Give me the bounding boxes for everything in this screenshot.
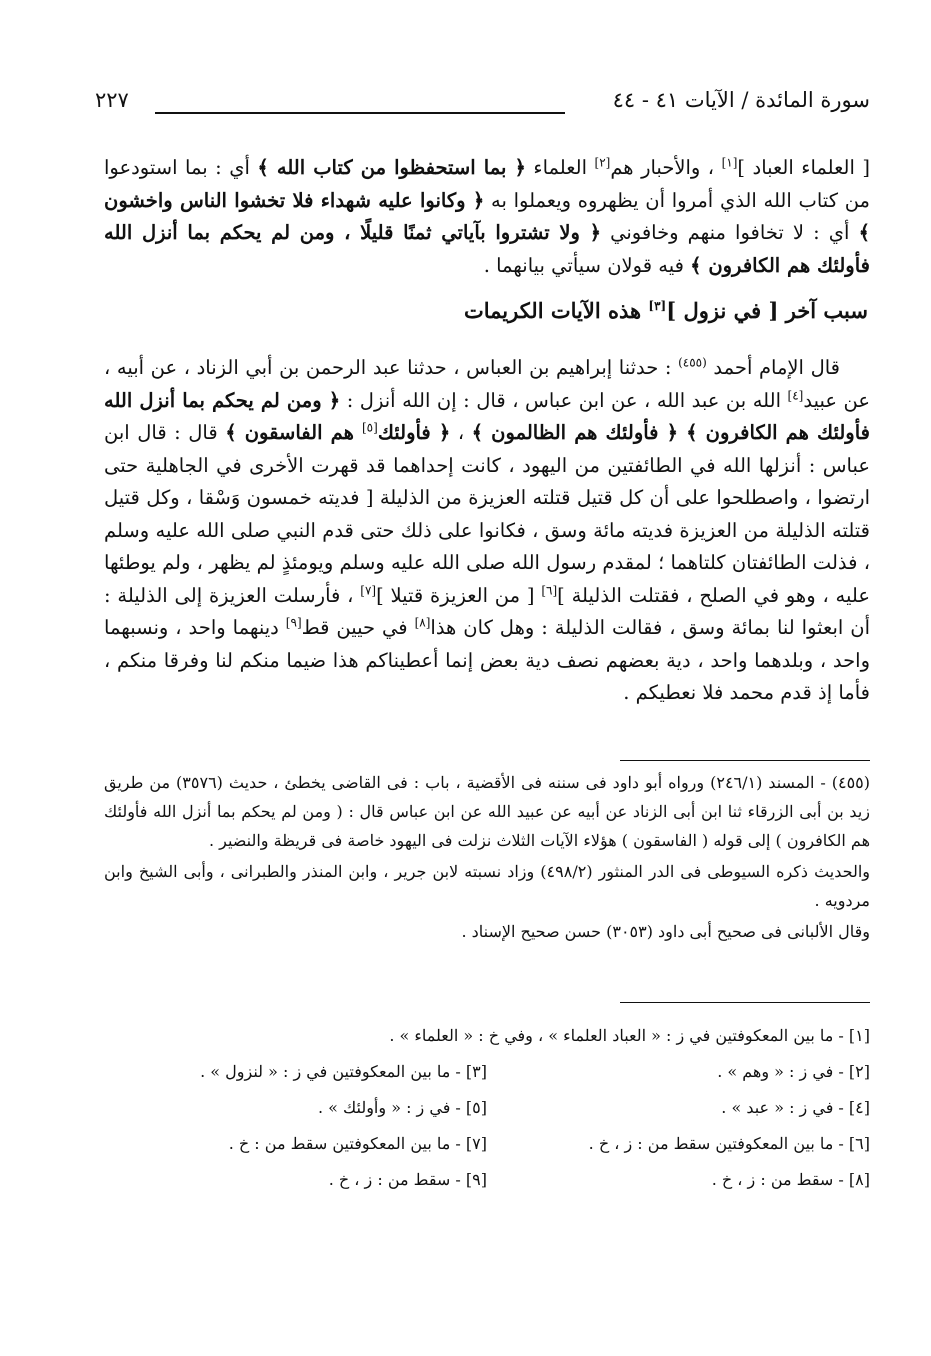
- variant-note-3: [٣] - ما بين المعكوفتين في ز : « لنزول » .: [200, 1062, 487, 1081]
- variant-note-8: [٨] - سقط من : ز ، خ .: [711, 1170, 870, 1189]
- references-divider: [620, 760, 870, 761]
- variant-note-1: [١] - ما بين المعكوفتين في ز : « العباد العلماء » ، وفي خ : « العلماء » .: [389, 1026, 870, 1045]
- footnote-mark-4: [٤]: [787, 388, 804, 402]
- footnote-mark-1: [١]: [721, 155, 738, 170]
- reference-note-3: وقال الألبانى فى صحيح أبى داود (٣٠٥٣) حسن صحيح الإسناد .: [461, 922, 870, 941]
- main-text-3: الله بن عبد الله ، عن ابن عباس ، قال : إن الله أنزل :: [340, 388, 788, 412]
- running-header: [95, 88, 870, 124]
- variant-note-7: [٧] - ما بين المعكوفتين سقط من : خ .: [228, 1134, 487, 1153]
- footnote-mark-5: [٥]: [361, 420, 378, 435]
- variant-note-4: [٤] - في ز : « عبد » .: [721, 1098, 870, 1117]
- reference-notes: [104, 768, 870, 946]
- intro-text-1: [ العلماء العباد ]: [737, 156, 870, 179]
- footnote-mark-7: [٧]: [360, 583, 377, 597]
- main-text-7: ، فأرسلت العزيزة إلى الذليلة : أن ابعثوا لنا بمائة وسق ، فقالت الذليلة : وهل كان هذا: [104, 583, 870, 639]
- variant-note-6: [٦] - ما بين المعكوفتين سقط من : ز ، خ .: [588, 1134, 870, 1153]
- main-text-5: قال : قال ابن عباس : أنزلها الله في الطائفتين من اليهود ، كانت إحداهما قد قهرت الأخرى في الجاهلية حتى ارتضوا ، واصطلحوا على أن كل قتيل قتلته العزيزة من الذليلة [ فديته خمسون وَسْقا ، وكل قتيل قتلته الذليلة من العزيزة فديته مائة وسق ، فكانوا على ذلك حتى قدم النبي صلى الله عليه وسلم ، فذلت الطائفتان كلتاهما ؛ لمقدم رسول الله صلى الله عليه وسلم ويومئذٍ لم يظهر ، ولم يوطئها عليه ، وهو في الصلح ، فقتلت الذليلة ]: [104, 421, 870, 607]
- footnote-mark-3: [٣]: [648, 299, 667, 313]
- intro-text: [104, 152, 870, 282]
- variant-notes: [104, 1018, 870, 1198]
- quran-quote-4: ﴿ ومن لم يحكم بما أنزل الله فأولئك هم الكافرون ﴾ ﴿ فأولئك هم الظالمون ﴾: [104, 388, 870, 444]
- variant-row: [104, 1090, 870, 1126]
- intro-paragraph: [104, 152, 870, 282]
- variants-divider: [620, 1002, 870, 1003]
- intro-text-5: أي : لا تخافوا منهم وخافوني: [601, 221, 859, 244]
- heading-text-1: سبب آخر [ في نزول ]: [666, 298, 868, 323]
- reference-note-2: والحديث ذكره السيوطى فى الدر المنثور (٤٩٨/٢) وزاد نسبته لابن جرير ، وابن المنذر والطبرانى ، وأبى الشيخ وابن مردويه .: [104, 862, 871, 910]
- reference-note-1: (٤٥٥) - المسند (٢٤٦/١) ورواه أبو داود فى سننه فى الأقضية ، باب : فى القاضى يخطئ ، حديث (٣٥٧٦) من طريق زيد بن أبى الزرقاء ثنا ابن أبى الزناد عن أبيه عن عبيد الله عن ابن عباس قال : ( ومن لم يحكم بما أنزل الله فأولئك هم الكافرون ) إلى قوله ( الفاسقون ) هؤلاء الآيات الثلاث نزلت فى اليهود خاصة فى قريظة والنضير .: [104, 773, 871, 850]
- intro-text-6: فيه قولان سيأتي بيانهما .: [483, 253, 691, 277]
- quran-quote-5b: هم الفاسقون ﴾: [225, 421, 362, 444]
- reference-mark-455: (٤٥٥): [678, 355, 707, 370]
- footnote-mark-9: [٩]: [285, 615, 302, 630]
- header-rule: [155, 112, 565, 114]
- quran-quote-5a: ﴿ فأولئك: [377, 421, 451, 444]
- main-text-6: [ من العزيزة قتيلا ]: [376, 583, 542, 607]
- footnote-mark-8: [٨]: [414, 615, 431, 630]
- quran-quote-1: ﴿ بما استحفظوا من كتاب الله ﴾: [257, 156, 526, 179]
- main-text-8: في حيين قط: [301, 616, 415, 639]
- quran-quote-2: ﴿ وكانوا عليه شهداء فلا تخشوا الناس واخشون ﴾: [104, 188, 870, 244]
- variant-row: [104, 1018, 870, 1054]
- intro-text-3: العلماء: [525, 156, 595, 179]
- main-text-1: قال الإمام أحمد: [706, 356, 840, 379]
- variant-row: [104, 1126, 870, 1162]
- variant-note-5: [٥] - في ز : « وأولئك » .: [317, 1098, 487, 1117]
- intro-text-2: ، والأحبار هم: [610, 156, 722, 179]
- intro-text-4: أي : بما استودعوا من كتاب الله الذي أمروا أن يظهروه ويعملوا به: [104, 156, 870, 212]
- variant-note-2: [٢] - في ز : « وهم » .: [717, 1062, 870, 1081]
- footnote-mark-2: [٢]: [594, 155, 611, 170]
- main-text-9: دينهما واحد ، ونسبهما واحد ، وبلدهما واحد ، دية بعضهم نصف دية بعض إنما أعطيناكم هذا ضيما منكم لنا وفرقا منكم ، فأما إذ قدم محمد فلا نعطيكم .: [104, 616, 870, 704]
- section-heading: [104, 298, 868, 323]
- main-text-4: ،: [450, 421, 472, 444]
- surah-title: سورة المائدة / الآيات ٤١ - ٤٤: [612, 88, 870, 112]
- heading-text-2: هذه الآيات الكريمات: [463, 298, 649, 323]
- main-paragraph: [104, 352, 870, 710]
- variant-row: [104, 1054, 870, 1090]
- main-text: [104, 352, 870, 710]
- footnote-mark-6: [٦]: [541, 583, 558, 597]
- variant-row: [104, 1162, 870, 1198]
- main-text-2: : حدثنا إبراهيم بن العباس ، حدثنا عبد الرحمن بن أبي الزناد ، عن أبيه ، عن عبيد: [104, 356, 870, 412]
- quran-quote-3: ﴿ ولا تشتروا بآياتي ثمنًا قليلًا ، ومن لم يحكم بما أنزل الله فأولئك هم الكافرون ﴾: [104, 221, 870, 277]
- variant-note-9: [٩] - سقط من : ز ، خ .: [328, 1170, 487, 1189]
- page-number: ٢٢٧: [95, 88, 129, 112]
